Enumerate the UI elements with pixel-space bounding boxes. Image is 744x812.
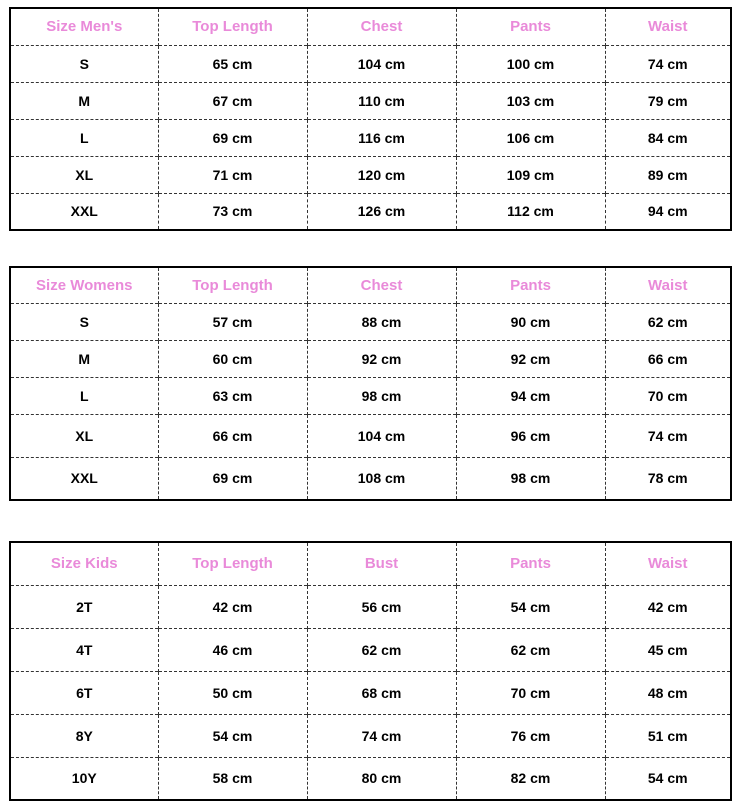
table-cell: 67 cm: [158, 82, 307, 119]
table-cell: 120 cm: [307, 156, 456, 193]
table-cell: 51 cm: [605, 714, 731, 757]
table-row: [10, 340, 731, 377]
table-cell: 112 cm: [456, 193, 605, 230]
column-header: Top Length: [158, 8, 307, 45]
table-row: [10, 45, 731, 82]
column-header: Chest: [307, 267, 456, 303]
table-cell: 54 cm: [158, 714, 307, 757]
table-cell: 108 cm: [307, 457, 456, 500]
column-header: Top Length: [158, 542, 307, 585]
table-cell: 89 cm: [605, 156, 731, 193]
table-cell: 8Y: [10, 714, 158, 757]
table-cell: S: [10, 45, 158, 82]
table-cell: 92 cm: [307, 340, 456, 377]
column-header: Pants: [456, 542, 605, 585]
table-cell: 103 cm: [456, 82, 605, 119]
table-cell: 57 cm: [158, 303, 307, 340]
table-cell: 98 cm: [307, 377, 456, 414]
table-cell: 62 cm: [605, 303, 731, 340]
table-cell: 71 cm: [158, 156, 307, 193]
table-row: [10, 757, 731, 800]
table-cell: 78 cm: [605, 457, 731, 500]
table-row: [10, 193, 731, 230]
table-cell: M: [10, 82, 158, 119]
table-header-row: [10, 8, 731, 45]
table-cell: 6T: [10, 671, 158, 714]
table-cell: 74 cm: [605, 45, 731, 82]
table-cell: 109 cm: [456, 156, 605, 193]
table-row: [10, 714, 731, 757]
table-cell: 126 cm: [307, 193, 456, 230]
table-cell: 96 cm: [456, 414, 605, 457]
table-cell: 69 cm: [158, 119, 307, 156]
size-table-kids: [9, 541, 732, 801]
column-header: Pants: [456, 8, 605, 45]
table-cell: L: [10, 119, 158, 156]
table-cell: 74 cm: [605, 414, 731, 457]
column-header: Chest: [307, 8, 456, 45]
table-cell: 2T: [10, 585, 158, 628]
table-header-row: [10, 267, 731, 303]
table-cell: 94 cm: [456, 377, 605, 414]
size-table-women: [9, 266, 732, 501]
table-cell: 4T: [10, 628, 158, 671]
column-header: Top Length: [158, 267, 307, 303]
table-cell: 63 cm: [158, 377, 307, 414]
table-cell: 62 cm: [456, 628, 605, 671]
table-cell: 94 cm: [605, 193, 731, 230]
table-cell: 58 cm: [158, 757, 307, 800]
table-cell: 10Y: [10, 757, 158, 800]
table-cell: 50 cm: [158, 671, 307, 714]
table-cell: 88 cm: [307, 303, 456, 340]
table-row: [10, 303, 731, 340]
table-row: [10, 671, 731, 714]
column-header: Bust: [307, 542, 456, 585]
table-cell: XXL: [10, 457, 158, 500]
table-cell: S: [10, 303, 158, 340]
table-cell: XL: [10, 156, 158, 193]
table-cell: L: [10, 377, 158, 414]
table-cell: 69 cm: [158, 457, 307, 500]
table-cell: 48 cm: [605, 671, 731, 714]
table-cell: 104 cm: [307, 45, 456, 82]
table-cell: 76 cm: [456, 714, 605, 757]
table-row: [10, 457, 731, 500]
table-row: [10, 414, 731, 457]
table-cell: 79 cm: [605, 82, 731, 119]
column-header: Waist: [605, 542, 731, 585]
table-cell: 84 cm: [605, 119, 731, 156]
table-cell: 100 cm: [456, 45, 605, 82]
table-cell: XL: [10, 414, 158, 457]
table-cell: 56 cm: [307, 585, 456, 628]
table-cell: XXL: [10, 193, 158, 230]
table-cell: 54 cm: [605, 757, 731, 800]
column-header: Size Men's: [46, 18, 123, 36]
table-header-row: [10, 542, 731, 585]
table-cell: 42 cm: [158, 585, 307, 628]
table-row: [10, 628, 731, 671]
table-cell: 116 cm: [307, 119, 456, 156]
table-cell: 42 cm: [605, 585, 731, 628]
table-cell: 74 cm: [307, 714, 456, 757]
table-row: [10, 82, 731, 119]
table-cell: 62 cm: [307, 628, 456, 671]
table-cell: 66 cm: [605, 340, 731, 377]
table-cell: 70 cm: [456, 671, 605, 714]
column-header: Pants: [456, 267, 605, 303]
table-cell: 104 cm: [307, 414, 456, 457]
table-cell: 54 cm: [456, 585, 605, 628]
table-row: [10, 585, 731, 628]
table-cell: 98 cm: [456, 457, 605, 500]
column-header: Size Kids: [50, 555, 118, 573]
column-header: Size Womens: [36, 276, 133, 294]
table-cell: 60 cm: [158, 340, 307, 377]
table-cell: 80 cm: [307, 757, 456, 800]
table-cell: 66 cm: [158, 414, 307, 457]
table-cell: M: [10, 340, 158, 377]
column-header: Waist: [605, 8, 731, 45]
column-header: Waist: [605, 267, 731, 303]
table-cell: 110 cm: [307, 82, 456, 119]
table-cell: 92 cm: [456, 340, 605, 377]
size-table-men: [9, 7, 732, 231]
table-cell: 68 cm: [307, 671, 456, 714]
table-row: [10, 119, 731, 156]
table-cell: 65 cm: [158, 45, 307, 82]
table-cell: 45 cm: [605, 628, 731, 671]
table-cell: 106 cm: [456, 119, 605, 156]
table-cell: 82 cm: [456, 757, 605, 800]
table-cell: 46 cm: [158, 628, 307, 671]
table-cell: 70 cm: [605, 377, 731, 414]
table-row: [10, 377, 731, 414]
table-row: [10, 156, 731, 193]
table-cell: 73 cm: [158, 193, 307, 230]
table-cell: 90 cm: [456, 303, 605, 340]
